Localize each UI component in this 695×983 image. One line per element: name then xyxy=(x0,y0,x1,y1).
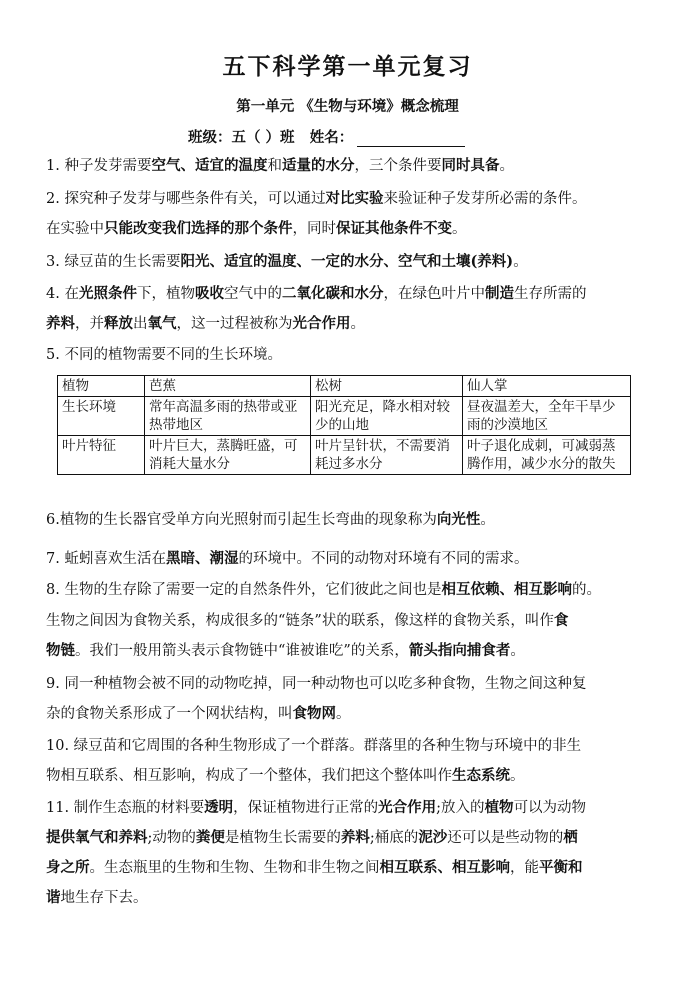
name-blank[interactable] xyxy=(357,132,465,147)
item-2-line-1: 2. 探究种子发芽与哪些条件有关，可以通过对比实验来验证种子发芽所必需的条件。 xyxy=(46,190,587,207)
item-8-line-2: 生物之间因为食物关系，构成很多的“链条”状的联系，像这样的食物关系，叫作食 xyxy=(46,612,569,629)
table-cell: 仙人掌 xyxy=(463,376,631,397)
table-cell: 叶片特征 xyxy=(58,436,145,475)
table-cell: 常年高温多雨的热带或亚热带地区 xyxy=(145,397,311,436)
item-11-line-4: 谐地生存下去。 xyxy=(46,889,148,906)
item-11-line-1: 11. 制作生态瓶的材料要透明，保证植物进行正常的光合作用;放入的植物可以为动物 xyxy=(46,799,587,816)
item-11-line-3: 身之所。生态瓶里的生物和生物、生物和非生物之间相互联系、相互影响，能平衡和 xyxy=(46,859,583,876)
item-4-line-1: 4. 在光照条件下，植物吸收空气中的二氧化碳和水分，在绿色叶片中制造生存所需的 xyxy=(46,285,587,302)
table-cell: 生长环境 xyxy=(58,397,145,436)
page-title: 五下科学第一单元复习 xyxy=(222,53,473,80)
class-label: 班级：五（ ）班 xyxy=(188,129,295,146)
item-8-line-1: 8. 生物的生存除了需要一定的自然条件外，它们彼此之间也是相互依赖、相互影响的。 xyxy=(46,581,601,598)
item-4-line-2: 养料，并释放出氧气，这一过程被称为光合作用。 xyxy=(46,315,365,332)
item-10-line-1: 10. 绿豆苗和它周围的各种生物形成了一个群落。群落里的各种生物与环境中的非生 xyxy=(46,738,582,754)
item-7: 7. 蚯蚓喜欢生活在黑暗、潮湿的环境中。不同的动物对环境有不同的需求。 xyxy=(46,550,529,567)
table-cell: 阳光充足，降水相对较少的山地 xyxy=(311,397,463,436)
table-cell: 叶片巨大，蒸腾旺盛，可消耗大量水分 xyxy=(145,436,311,475)
table-cell: 叶子退化成刺，可减弱蒸腾作用，减少水分的散失 xyxy=(463,436,631,475)
item-1: 1. 种子发芽需要空气、适宜的温度和适量的水分，三个条件要同时具备。 xyxy=(46,157,514,174)
table-cell: 芭蕉 xyxy=(145,376,311,397)
table-header-row xyxy=(58,376,631,397)
item-3: 3. 绿豆苗的生长需要阳光、适宜的温度、一定的水分、空气和土壤(养料)。 xyxy=(46,253,528,270)
table-cell: 昼夜温差大，全年干旱少雨的沙漠地区 xyxy=(463,397,631,436)
item-9-line-1: 9. 同一种植物会被不同的动物吃掉，同一种动物也可以吃多种食物，生物之间这种复 xyxy=(46,676,587,692)
table-cell: 叶片呈针状，不需要消耗过多水分 xyxy=(311,436,463,475)
item-5: 5. 不同的植物需要不同的生长环境。 xyxy=(46,347,282,363)
item-2-line-2: 在实验中只能改变我们选择的那个条件，同时保证其他条件不变。 xyxy=(46,220,467,237)
name-label: 姓名： xyxy=(309,129,354,146)
table-cell: 植物 xyxy=(58,376,145,397)
page-subtitle: 第一单元 《生物与环境》概念梳理 xyxy=(236,98,459,115)
item-8-line-3: 物链。我们一般用箭头表示食物链中“谁被谁吃”的关系，箭头指向捕食者。 xyxy=(46,642,525,659)
plant-environment-table xyxy=(57,375,631,475)
item-9-line-2: 杂的食物关系形成了一个网状结构，叫食物网。 xyxy=(46,705,351,722)
item-11-line-2: 提供氧气和养料;动物的粪便是植物生长需要的养料;桶底的泥沙还可以是些动物的栖 xyxy=(46,829,578,846)
table-cell: 松树 xyxy=(311,376,463,397)
table-row xyxy=(58,397,631,436)
class-name-line xyxy=(188,126,465,147)
table-row xyxy=(58,436,631,475)
item-6: 6.植物的生长器官受单方向光照射而引起生长弯曲的现象称为向光性。 xyxy=(46,511,495,528)
item-10-line-2: 物相互联系、相互影响，构成了一个整体，我们把这个整体叫作生态系统。 xyxy=(46,767,525,784)
